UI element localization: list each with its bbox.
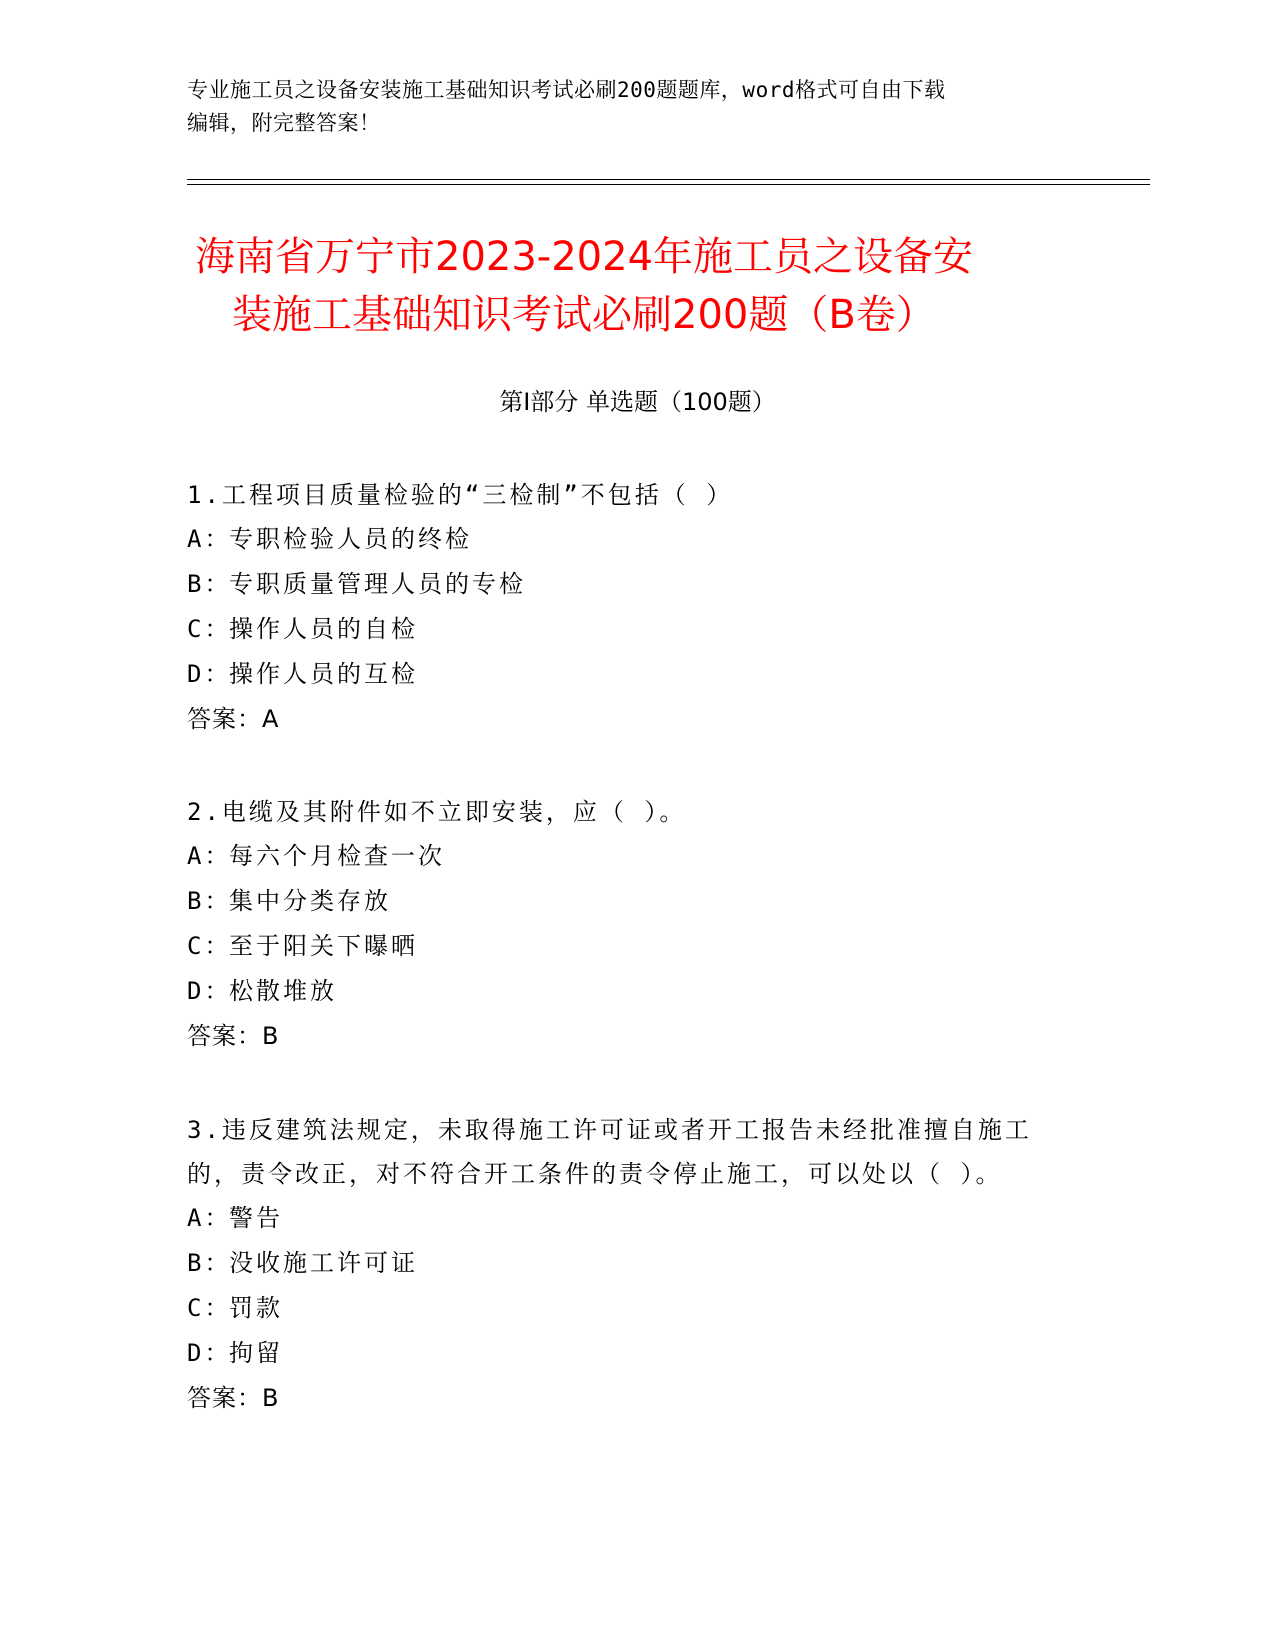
header-note-line-2: 编辑，附完整答案！ xyxy=(187,111,381,135)
option-key: B： xyxy=(187,1249,232,1277)
option-text: 至于阳关下曝晒 xyxy=(229,932,418,960)
question-3 xyxy=(187,1108,1057,1421)
option-b xyxy=(187,562,1057,607)
option-key: D： xyxy=(187,660,232,688)
option-c xyxy=(187,924,1057,969)
option-a xyxy=(187,517,1057,562)
answer: 答案：B xyxy=(187,1022,280,1050)
option-c xyxy=(187,607,1057,652)
option-key: C： xyxy=(187,1294,232,1322)
header-note xyxy=(187,74,1067,140)
header-divider-bottom xyxy=(187,184,1150,185)
header-divider-top xyxy=(187,179,1150,180)
question-stem: 1.工程项目质量检验的“三检制”不包括（ ） xyxy=(187,481,734,509)
question-stem: 3.违反建筑法规定，未取得施工许可证或者开工报告未经批准擅自施工的，责令改正，对不符合开工条件的责令停止施工，可以处以（ ）。 xyxy=(187,1116,1032,1188)
option-key: D： xyxy=(187,1339,232,1367)
option-d xyxy=(187,652,1057,697)
option-b xyxy=(187,879,1057,924)
option-text: 专职质量管理人员的专检 xyxy=(229,570,526,598)
option-text: 集中分类存放 xyxy=(229,887,391,915)
option-key: C： xyxy=(187,615,232,643)
option-key: A： xyxy=(187,842,232,870)
answer: 答案：B xyxy=(187,1384,280,1412)
option-b xyxy=(187,1241,1057,1286)
document-title-line-1: 海南省万宁市2023-2024年施工员之设备安 xyxy=(195,234,974,280)
option-text: 没收施工许可证 xyxy=(229,1249,418,1277)
option-d xyxy=(187,969,1057,1014)
option-text: 罚款 xyxy=(229,1294,283,1322)
section-title: 第Ⅰ部分 单选题（100题） xyxy=(499,388,776,416)
header-note-line-1: 专业施工员之设备安装施工基础知识考试必刷200题题库，word格式可自由下载 xyxy=(187,78,946,102)
option-key: A： xyxy=(187,1204,232,1232)
option-text: 操作人员的自检 xyxy=(229,615,418,643)
option-text: 松散堆放 xyxy=(229,977,337,1005)
option-text: 专职检验人员的终检 xyxy=(229,525,472,553)
option-d xyxy=(187,1331,1057,1376)
question-1 xyxy=(187,473,1057,742)
option-text: 警告 xyxy=(229,1204,283,1232)
option-key: D： xyxy=(187,977,232,1005)
option-text: 操作人员的互检 xyxy=(229,660,418,688)
question-stem: 2.电缆及其附件如不立即安装，应（ ）。 xyxy=(187,798,687,826)
option-a xyxy=(187,1196,1057,1241)
document-title-line-2: 装施工基础知识考试必刷200题（B卷） xyxy=(232,292,936,338)
option-text: 拘留 xyxy=(229,1339,283,1367)
option-text: 每六个月检查一次 xyxy=(229,842,445,870)
option-a xyxy=(187,834,1057,879)
option-key: C： xyxy=(187,932,232,960)
option-c xyxy=(187,1286,1057,1331)
option-key: B： xyxy=(187,887,232,915)
answer: 答案：A xyxy=(187,705,280,733)
question-2 xyxy=(187,790,1057,1059)
document-title xyxy=(195,228,1095,344)
option-key: B： xyxy=(187,570,232,598)
option-key: A： xyxy=(187,525,232,553)
